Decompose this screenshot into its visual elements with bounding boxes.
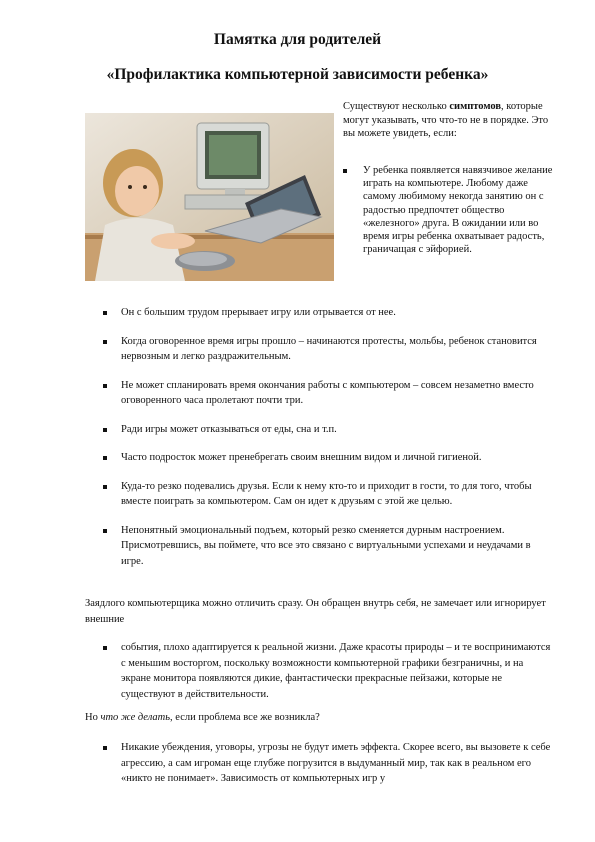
list-item: Когда оговоренное время игры прошло – начинаются протесты, мольбы, ребенок становится нервозным и легко раздражительным. — [103, 334, 553, 365]
advice-list — [103, 740, 553, 787]
bullet-icon — [103, 646, 107, 650]
list-item: события, плохо адаптируется к реальной жизни. Даже красоты природы – и те воспринимаются с меньшим восторгом, поскольку возможности компьютерной графики безграничны, и на экране монитора появляются дикие, фантастически прекрасные пейзажи, которые не существуют в действительности. — [103, 640, 553, 702]
list-item: У ребенка появляется навязчивое желание играть на компьютере. Любому даже самому любимому некогда занятию он с радостью предпочтет общество «железного» друга. В ожидании или во время игры ребенка охватывает радость, граничащая с эйфорией. — [343, 164, 558, 256]
intro-emphasis: симптомов — [449, 101, 502, 112]
bullet-icon — [343, 169, 347, 173]
list-item: Не может спланировать время окончания работы с компьютером – совсем незаметно вместо оговоренного часа пролетают почти три. — [103, 378, 553, 409]
list-item: Никакие убеждения, уговоры, угрозы не будут иметь эффекта. Скорее всего, вы вызовете к себе агрессию, а сам игроман еще глубже погрузится в выдуманный мир, так как в реальном его «никто не понимает». Зависимость от компьютерных игр у — [103, 740, 553, 787]
list-item: Часто подросток может пренебрегать своим внешним видом и личной гигиеной. — [103, 450, 553, 466]
bullet-icon — [103, 428, 107, 432]
page-title: Памятка для родителей — [213, 31, 382, 48]
bullet-icon — [103, 384, 107, 388]
bullet-icon — [103, 746, 107, 750]
list-item: Ради игры может отказываться от еды, сна и т.п. — [103, 422, 553, 438]
right-symptom-list — [343, 164, 558, 256]
bullet-icon — [103, 456, 107, 460]
question-paragraph: Но что же делать, если проблема все же возникла? — [85, 712, 320, 723]
bullet-icon — [103, 485, 107, 489]
bullet-icon — [103, 529, 107, 533]
list-item: Непонятный эмоциональный подъем, который резко сменяется дурным настроением. Присмотревшись, вы поймете, что все это связано с виртуальными успехами и неудачами в игре. — [103, 523, 553, 570]
list-item: Он с большим трудом прерывает игру или отрывается от нее. — [103, 305, 553, 321]
intro-text: Существуют несколько симптомов, которые могут указывать, что что-то не в порядке. Это вы можете увидеть, если: — [343, 101, 549, 139]
symptom-list — [103, 305, 553, 569]
child-at-computer-photo — [85, 113, 334, 281]
page-subtitle: «Профилактика компьютерной зависимости ребенка» — [106, 66, 489, 83]
question-emphasis: что же делать — [100, 712, 171, 723]
bullet-icon — [103, 340, 107, 344]
outsider-list — [103, 640, 553, 702]
bullet-icon — [103, 311, 107, 315]
paragraph-outsider: Заядлого компьютерщика можно отличить сразу. Он обращен внутрь себя, не замечает или игнорирует внешние — [85, 598, 546, 625]
list-item: Куда-то резко подевались друзья. Если к нему кто-то и приходит в гости, то для того, чтобы вместе поиграть за компьютером. Сам он идет к друзьям с этой же целью. — [103, 479, 553, 510]
